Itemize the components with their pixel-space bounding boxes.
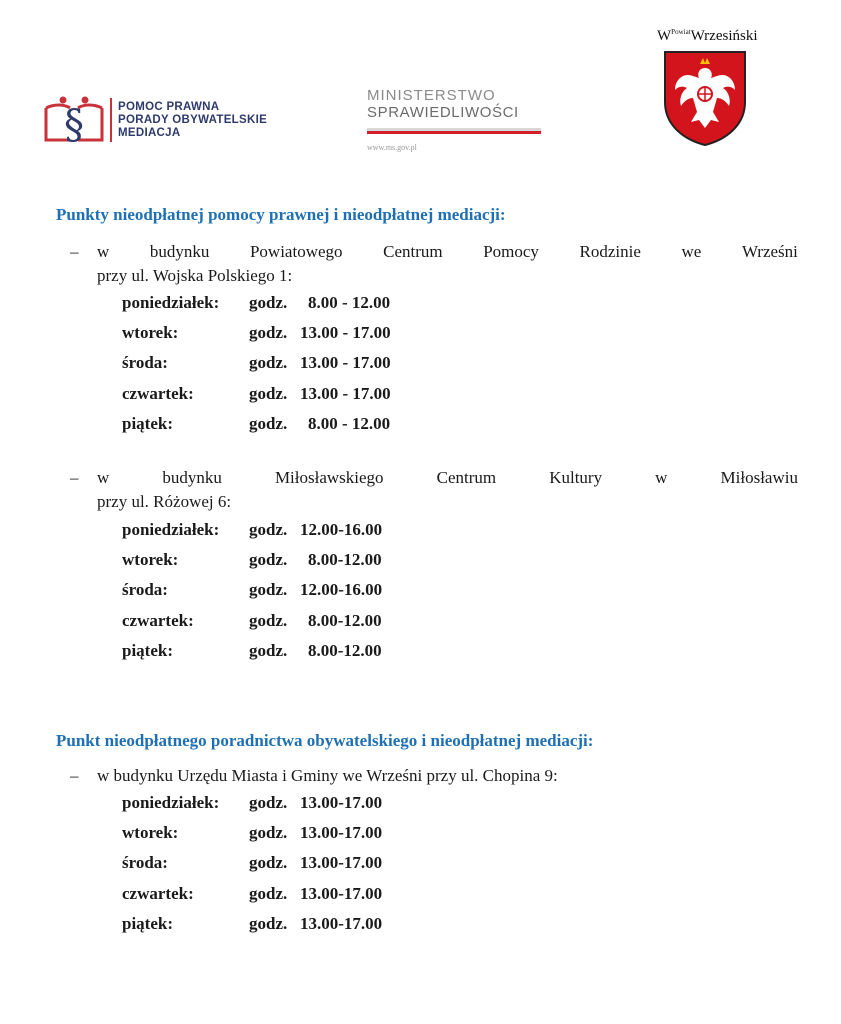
flag-stripe-icon bbox=[367, 128, 541, 134]
ministerstwo-logo bbox=[367, 88, 547, 152]
word: w bbox=[97, 468, 110, 487]
svg-text:§: § bbox=[64, 102, 84, 148]
schedule-day: poniedziałek: bbox=[122, 793, 220, 812]
word: Rodzinie bbox=[579, 242, 641, 261]
schedule-time: 8.00-12.00 bbox=[308, 610, 382, 630]
pomoc-line-3: MEDIACJA bbox=[118, 126, 181, 139]
schedule-godz: godz. bbox=[249, 293, 288, 312]
schedule-godz: godz. bbox=[249, 550, 288, 570]
location-1-line-1 bbox=[97, 240, 798, 264]
powiat-name bbox=[657, 28, 758, 45]
powiat-small: Powiat bbox=[671, 28, 691, 36]
logo-divider bbox=[110, 98, 112, 142]
schedule-godz: godz. bbox=[249, 883, 288, 903]
schedule-time: 12.00-16.00 bbox=[300, 580, 383, 600]
list-dash: – bbox=[70, 242, 79, 261]
pomoc-line-1: POMOC PRAWNA bbox=[118, 100, 220, 113]
schedule-godz: godz. bbox=[249, 610, 288, 630]
schedule-godz: godz. bbox=[249, 413, 288, 433]
schedule-day: poniedziałek: bbox=[122, 520, 220, 539]
schedule-day: czwartek: bbox=[122, 610, 194, 630]
schedule-day: piątek: bbox=[122, 640, 173, 660]
pomoc-line-2: PORADY OBYWATELSKIE bbox=[118, 113, 268, 126]
schedule-godz: godz. bbox=[249, 640, 288, 660]
ministerstwo-line-1: MINISTERSTWO bbox=[367, 87, 496, 104]
location-2-address: przy ul. Różowej 6: bbox=[97, 492, 232, 511]
schedule-godz: godz. bbox=[249, 793, 288, 812]
schedule-time: 8.00 - 12.00 bbox=[308, 293, 391, 312]
schedule-time: 13.00 - 17.00 bbox=[300, 353, 391, 373]
schedule-godz: godz. bbox=[249, 853, 288, 873]
schedule-godz: godz. bbox=[249, 913, 288, 933]
list-dash: – bbox=[70, 766, 79, 785]
schedule-godz: godz. bbox=[249, 520, 288, 539]
location-3 bbox=[70, 764, 798, 788]
word: we bbox=[681, 242, 702, 261]
location-2 bbox=[70, 466, 798, 514]
powiat-title: Wrzesiński bbox=[690, 28, 758, 44]
ministerstwo-url: www.ms.gov.pl bbox=[367, 143, 417, 152]
schedule-godz: godz. bbox=[249, 383, 288, 403]
word: w bbox=[97, 242, 110, 261]
word: Centrum bbox=[383, 242, 443, 261]
word: budynku bbox=[162, 468, 222, 487]
schedule-godz: godz. bbox=[249, 823, 288, 843]
schedule-time: 12.00-16.00 bbox=[300, 520, 383, 539]
word: budynku bbox=[149, 242, 210, 261]
word: w bbox=[655, 468, 668, 487]
list-dash: – bbox=[70, 468, 79, 487]
word: Wrześni bbox=[741, 242, 798, 261]
schedule-day: piątek: bbox=[122, 413, 173, 433]
schedule-day: środa: bbox=[122, 853, 168, 873]
schedule-time: 13.00-17.00 bbox=[300, 913, 383, 933]
schedule-time: 8.00 - 12.00 bbox=[308, 413, 391, 433]
schedule-time: 8.00-12.00 bbox=[308, 550, 382, 570]
schedule-day: wtorek: bbox=[122, 823, 179, 843]
pomoc-prawna-text bbox=[118, 101, 267, 140]
schedule-time: 13.00 - 17.00 bbox=[300, 383, 391, 403]
pomoc-prawna-logo bbox=[42, 92, 267, 148]
location-2-line-1 bbox=[97, 466, 798, 490]
schedule-day: wtorek: bbox=[122, 323, 179, 343]
location-3-line: w budynku Urzędu Miasta i Gminy we Wrześni przy ul. Chopina 9: bbox=[97, 766, 558, 785]
word: Powiatowego bbox=[249, 242, 343, 261]
schedule-day: czwartek: bbox=[122, 383, 194, 403]
word: Pomocy bbox=[483, 242, 539, 261]
schedule-godz: godz. bbox=[249, 580, 288, 600]
word: Centrum bbox=[436, 468, 497, 487]
section1-heading: Punkty nieodpłatnej pomocy prawnej i nieodpłatnej mediacji: bbox=[56, 205, 506, 224]
section2-heading: Punkt nieodpłatnego poradnictwa obywatelskiego i nieodpłatnej mediacji: bbox=[56, 731, 594, 750]
schedule-day: wtorek: bbox=[122, 550, 179, 570]
word: Miłosławskiego bbox=[274, 468, 384, 487]
eagle-crest-icon bbox=[663, 50, 747, 146]
word: Miłosławiu bbox=[720, 468, 798, 487]
schedule-time: 8.00-12.00 bbox=[308, 640, 382, 660]
schedule-time: 13.00-17.00 bbox=[300, 793, 383, 812]
schedule-day: środa: bbox=[122, 580, 168, 600]
schedule-day: piątek: bbox=[122, 913, 173, 933]
location-1-address: przy ul. Wojska Polskiego 1: bbox=[97, 266, 293, 285]
schedule-godz: godz. bbox=[249, 353, 288, 373]
schedule-time: 13.00 - 17.00 bbox=[300, 323, 391, 343]
schedule-time: 13.00-17.00 bbox=[300, 853, 383, 873]
schedule-day: czwartek: bbox=[122, 883, 194, 903]
word: Kultury bbox=[549, 468, 603, 487]
schedule-day: poniedziałek: bbox=[122, 293, 220, 312]
powiat-prefix: W bbox=[657, 28, 672, 44]
paragraph-book-icon bbox=[42, 92, 106, 148]
schedule-time: 13.00-17.00 bbox=[300, 883, 383, 903]
schedule-time: 13.00-17.00 bbox=[300, 823, 383, 843]
schedule-godz: godz. bbox=[249, 323, 288, 343]
location-1 bbox=[70, 240, 798, 288]
schedule-day: środa: bbox=[122, 353, 168, 373]
powiat-crest bbox=[655, 28, 758, 148]
ministerstwo-line-2: SPRAWIEDLIWOŚCI bbox=[367, 104, 519, 121]
